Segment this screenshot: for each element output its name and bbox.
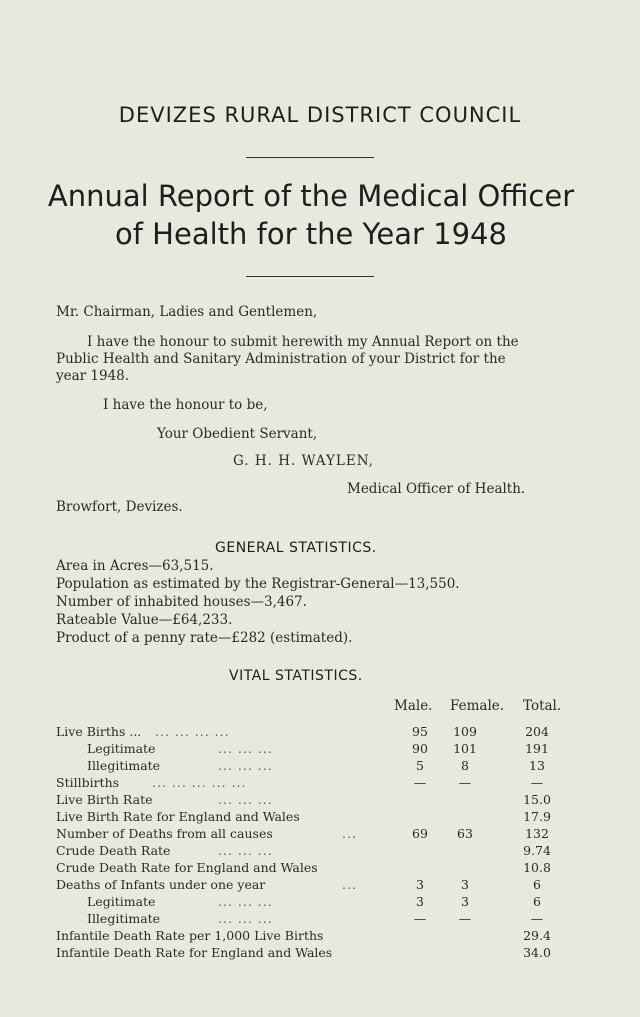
row-label: Live Birth Rate for England and Wales xyxy=(56,809,300,824)
row-male: 5 xyxy=(416,758,424,773)
row-female: — xyxy=(458,911,472,926)
row-leader-dots: ... ... ... xyxy=(218,758,273,773)
row-total: 10.8 xyxy=(523,860,551,875)
general-stat-population: Population as estimated by the Registrar-General—13,550. xyxy=(56,576,460,592)
signature: G. H. H. WAYLEN, xyxy=(233,453,374,469)
row-leader-dots: ... ... ... ... ... xyxy=(152,775,247,790)
table-row xyxy=(0,860,640,878)
report-title-line1: Annual Report of the Medical Officer xyxy=(47,179,575,213)
row-leader-dots: ... xyxy=(342,826,357,841)
column-header-total: Total. xyxy=(523,698,562,714)
council-name: DEVIZES RURAL DISTRICT COUNCIL xyxy=(118,103,522,127)
row-male: 95 xyxy=(412,724,428,739)
divider-bottom xyxy=(246,276,374,277)
general-stat-houses: Number of inhabited houses—3,467. xyxy=(56,594,307,610)
address: Browfort, Devizes. xyxy=(56,499,183,515)
row-leader-dots: ... ... ... xyxy=(218,894,273,909)
table-row xyxy=(0,758,640,776)
row-label: Crude Death Rate for England and Wales xyxy=(56,860,318,875)
letter-body-line2: Public Health and Sanitary Administration of your District for the xyxy=(56,351,506,367)
table-row xyxy=(0,741,640,759)
row-male: — xyxy=(413,911,427,926)
row-total: 6 xyxy=(533,877,541,892)
row-total: 204 xyxy=(525,724,549,739)
row-total: 34.0 xyxy=(523,945,551,960)
row-total: — xyxy=(530,911,544,926)
row-total: 17.9 xyxy=(523,809,551,824)
row-male: 90 xyxy=(412,741,428,756)
row-leader-dots: ... ... ... xyxy=(218,741,273,756)
table-row xyxy=(0,843,640,861)
row-female: 63 xyxy=(457,826,473,841)
row-female: — xyxy=(458,775,472,790)
general-stat-area: Area in Acres—63,515. xyxy=(56,558,214,574)
row-total: 132 xyxy=(525,826,549,841)
row-label: Number of Deaths from all causes xyxy=(56,826,273,841)
table-row xyxy=(0,809,640,827)
row-label: Live Births ... xyxy=(56,724,142,739)
row-label: Deaths of Infants under one year xyxy=(56,877,266,892)
row-label: Crude Death Rate xyxy=(56,843,171,858)
row-male: 3 xyxy=(416,877,424,892)
row-label: Illegitimate xyxy=(87,911,161,926)
row-total: 6 xyxy=(533,894,541,909)
row-female: 8 xyxy=(461,758,469,773)
table-row xyxy=(0,877,640,895)
column-header-male: Male. xyxy=(394,698,433,714)
row-leader-dots: ... ... ... ... xyxy=(155,724,230,739)
divider-top xyxy=(246,157,374,158)
row-male: 69 xyxy=(412,826,428,841)
row-label: Legitimate xyxy=(87,894,156,909)
table-row xyxy=(0,775,640,793)
row-label: Infantile Death Rate for England and Wales xyxy=(56,945,333,960)
table-row xyxy=(0,792,640,810)
table-row xyxy=(0,894,640,912)
row-female: 3 xyxy=(461,894,469,909)
row-label: Live Birth Rate xyxy=(56,792,153,807)
row-total: 13 xyxy=(529,758,545,773)
general-stat-penny-rate: Product of a penny rate—£282 (estimated). xyxy=(56,630,353,646)
row-leader-dots: ... ... ... xyxy=(218,911,273,926)
letter-body-line1: I have the honour to submit herewith my Annual Report on the xyxy=(87,334,519,350)
column-header-female: Female. xyxy=(450,698,505,714)
table-row xyxy=(0,911,640,929)
row-leader-dots: ... xyxy=(342,877,357,892)
row-male: — xyxy=(413,775,427,790)
row-leader-dots: ... ... ... xyxy=(218,792,273,807)
row-total: 9.74 xyxy=(523,843,551,858)
general-stat-rateable-value: Rateable Value—£64,233. xyxy=(56,612,233,628)
row-female: 3 xyxy=(461,877,469,892)
row-total: 191 xyxy=(525,741,549,756)
row-leader-dots: ... ... ... xyxy=(218,843,273,858)
salutation: Mr. Chairman, Ladies and Gentlemen, xyxy=(56,304,318,320)
vital-statistics-heading: VITAL STATISTICS. xyxy=(229,668,363,684)
row-total: 15.0 xyxy=(523,792,551,807)
row-label: Stillbirths xyxy=(56,775,120,790)
closing-line2: Your Obedient Servant, xyxy=(157,426,318,442)
row-label: Illegitimate xyxy=(87,758,161,773)
general-statistics-heading: GENERAL STATISTICS. xyxy=(215,540,377,556)
row-total: — xyxy=(530,775,544,790)
row-male: 3 xyxy=(416,894,424,909)
row-female: 109 xyxy=(453,724,477,739)
row-female: 101 xyxy=(453,741,477,756)
row-total: 29.4 xyxy=(523,928,551,943)
row-label: Legitimate xyxy=(87,741,156,756)
letter-body-line3: year 1948. xyxy=(56,368,130,384)
table-row xyxy=(0,945,640,963)
report-title-line2: of Health for the Year 1948 xyxy=(115,217,507,251)
table-row xyxy=(0,928,640,946)
officer-position: Medical Officer of Health. xyxy=(347,481,526,497)
table-row xyxy=(0,826,640,844)
closing-line1: I have the honour to be, xyxy=(103,397,268,413)
row-label: Infantile Death Rate per 1,000 Live Births xyxy=(56,928,324,943)
table-row xyxy=(0,724,640,742)
